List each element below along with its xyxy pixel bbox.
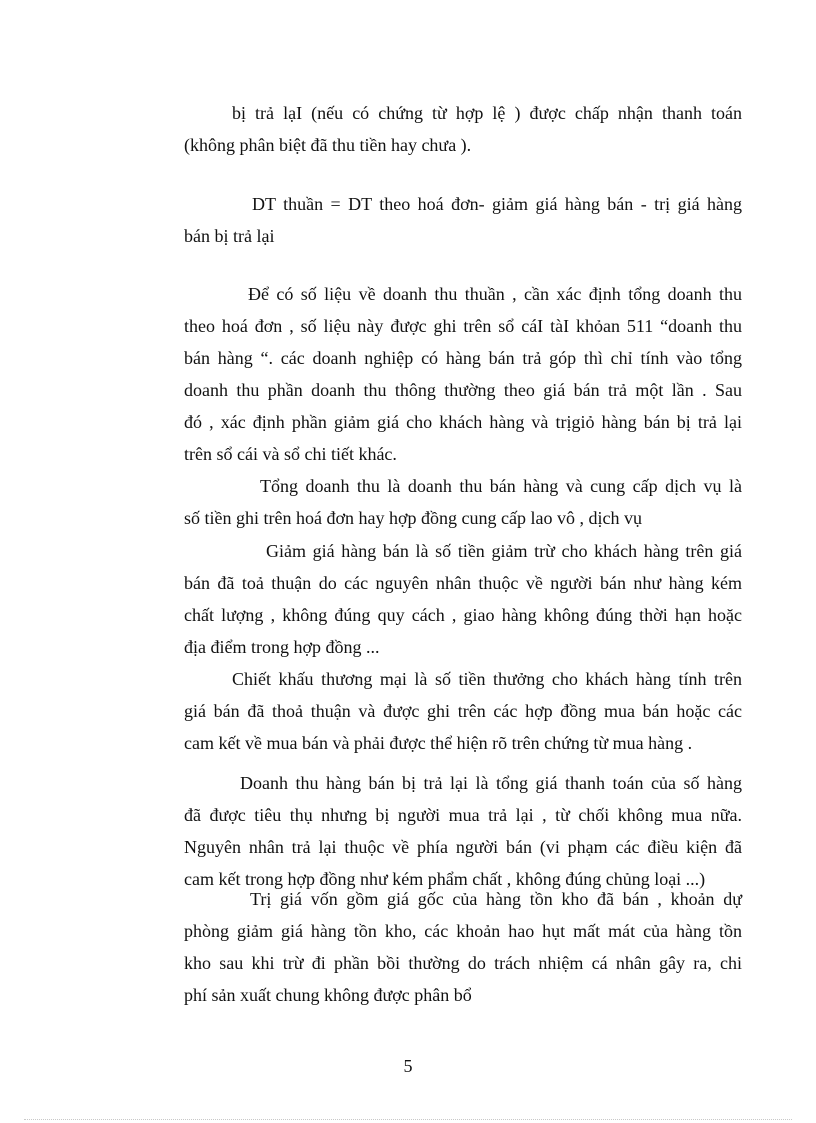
text-line: DT thuần = DT theo hoá đơn- giảm giá hàng bán - trị giá hàng (252, 194, 742, 214)
text-line: Nguyên nhân trả lại thuộc về phía người bán (vi phạm các điều kiện đã (184, 837, 742, 857)
text-line: cam kết về mua bán và phải được thể hiện rõ trên chứng từ mua hàng . (184, 733, 693, 753)
text-line: chất lượng , không đúng quy cách , giao hàng không đúng thời hạn hoặc (184, 605, 742, 625)
text-line: (không phân biệt đã thu tiền hay chưa ). (184, 135, 472, 155)
paragraph-3 (184, 278, 742, 470)
text-line: trên sổ cái và sổ chi tiết khác. (184, 444, 397, 464)
text-line: doanh thu phần doanh thu thông thường theo giá bán trả một lần . Sau (184, 380, 742, 400)
text-line: số tiền ghi trên hoá đơn hay hợp đồng cung cấp lao vô , dịch vụ (184, 508, 642, 528)
paragraph-6 (184, 663, 742, 759)
text-line: kho sau khi trừ đi phần bồi thường do trách nhiệm cá nhân gây ra, chi (184, 953, 742, 973)
text-line: địa điểm trong hợp đồng ... (184, 637, 380, 657)
text-line: phí sản xuất chung không được phân bổ (184, 985, 472, 1005)
text-line: theo hoá đơn , số liệu này được ghi trên sổ cáI tàI khỏan 511 “doanh thu (184, 316, 742, 336)
paragraph-4 (184, 470, 742, 534)
text-line: đã được tiêu thụ nhưng bị người mua trả lại , từ chối không mua nữa. (184, 805, 742, 825)
text-line: Trị giá vốn gồm giá gốc của hàng tồn kho đã bán , khoản dự (250, 889, 742, 909)
text-line: bán bị trả lại (184, 226, 275, 246)
text-line: Để có số liệu về doanh thu thuần , cần xác định tổng doanh thu (248, 284, 742, 304)
text-line: giá bán đã thoả thuận và được ghi trên các hợp đồng mua bán hoặc các (184, 701, 742, 721)
page-bottom-rule (24, 1119, 792, 1120)
text-line: bị trả lạI (nếu có chứng từ hợp lệ ) được chấp nhận thanh toán (232, 103, 742, 123)
paragraph-7 (184, 767, 742, 895)
text-line: Doanh thu hàng bán bị trả lại là tổng giá thanh toán của số hàng (240, 773, 742, 793)
paragraph-8 (184, 883, 742, 1011)
page-number: 5 (403, 1056, 413, 1076)
text-line: Chiết khấu thương mại là số tiền thưởng cho khách hàng tính trên (232, 669, 742, 689)
text-line: Giảm giá hàng bán là số tiền giảm trừ cho khách hàng trên giá (266, 541, 742, 561)
paragraph-1 (184, 97, 742, 161)
text-line: bán hàng “. các doanh nghiệp có hàng bán trả góp thì chỉ tính vào tổng (184, 348, 742, 368)
paragraph-2 (184, 188, 742, 252)
text-line: phòng giảm giá hàng tồn kho, các khoản hao hụt mất mát của hàng tồn (184, 921, 742, 941)
text-line: bán đã toả thuận do các nguyên nhân thuộc về người bán như hàng kém (184, 573, 742, 593)
paragraph-5 (184, 535, 742, 663)
text-line: Tổng doanh thu là doanh thu bán hàng và cung cấp dịch vụ là (260, 476, 742, 496)
text-line: cam kết trong hợp đồng như kém phẩm chất , không đúng chủng loại ...) (184, 869, 706, 889)
text-line: đó , xác định phần giảm giá cho khách hàng và trịgiỏ hàng bán bị trả lại (184, 412, 742, 432)
